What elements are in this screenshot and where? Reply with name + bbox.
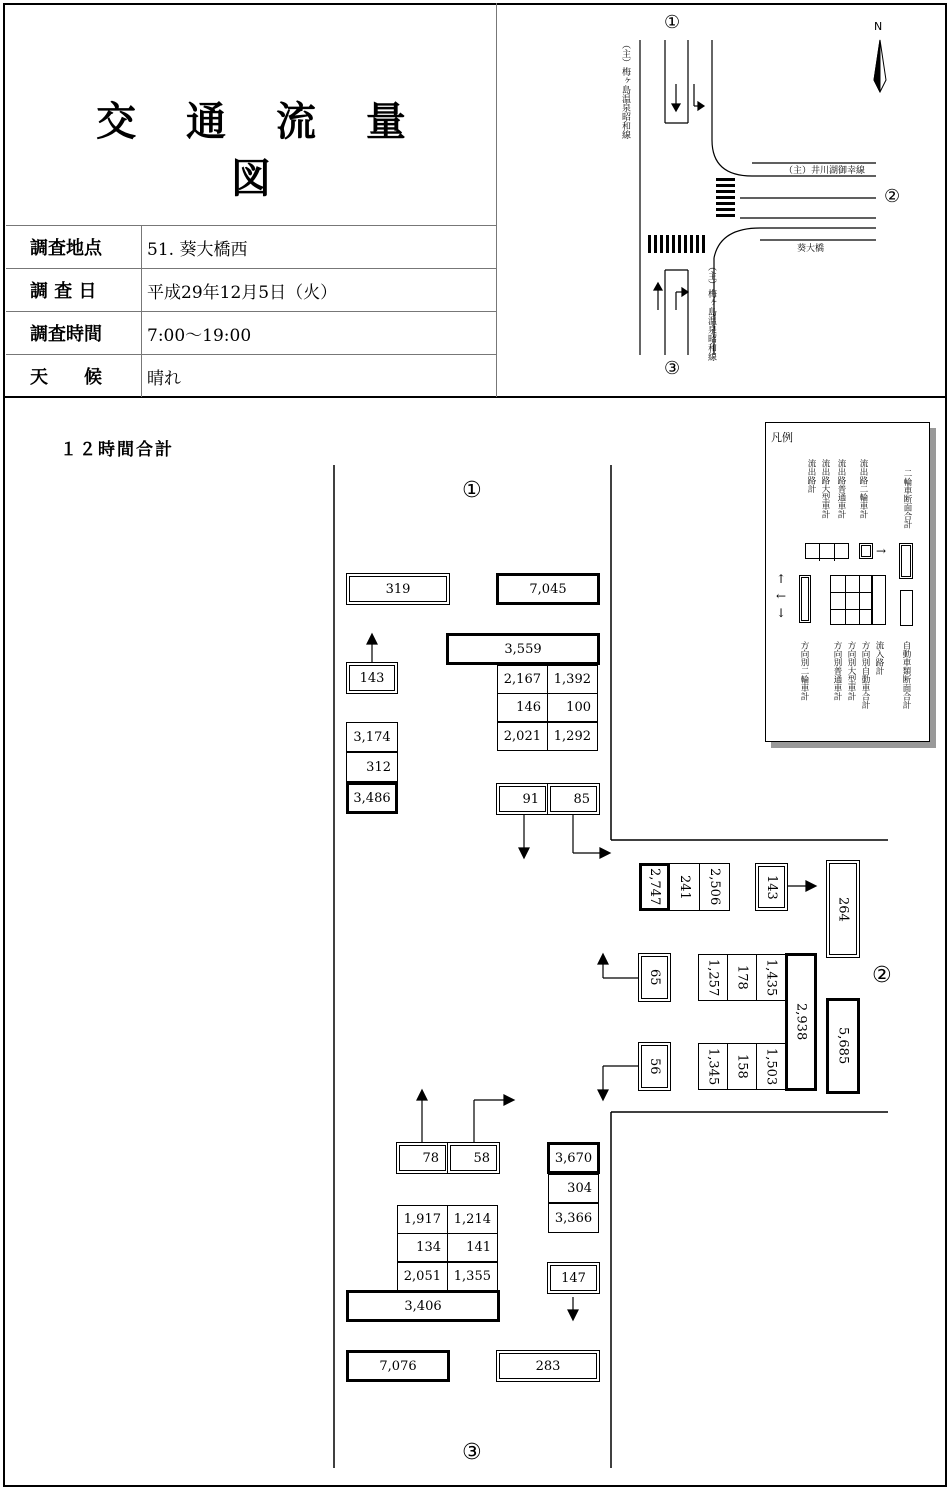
time-label: 調査時間	[30, 324, 102, 345]
legend-section-motorcycles-cell	[899, 543, 913, 579]
south-inflow-total: 3,406	[346, 1290, 500, 1322]
east-dir-large-2: 158	[727, 1043, 757, 1090]
legend-section-vehicles-cell	[900, 590, 913, 626]
date-value: 平成29年12月5日（火）	[147, 282, 338, 303]
north-dir-motorcycles-1: 91	[496, 783, 549, 815]
location-value: 51. 葵大橋西	[147, 239, 248, 260]
north-outflow-motorcycles: 143	[346, 662, 398, 694]
north-dir-normal-1: 2,021	[497, 722, 548, 751]
east-outflow-total: 2,747	[639, 863, 670, 911]
east-inflow-total: 2,938	[785, 953, 817, 1091]
south-section-vehicles: 7,076	[346, 1350, 450, 1382]
east-dir-motorcycles-2: 56	[638, 1042, 671, 1091]
legend-dir-motorcycle-cells	[799, 575, 811, 623]
south-outflow-normal: 3,366	[548, 1203, 599, 1233]
legend-motorcycle-cell	[859, 543, 873, 559]
north-outflow-total: 3,486	[346, 782, 398, 814]
approach-1-label: ①	[462, 478, 482, 503]
north-outflow-large: 312	[346, 752, 398, 782]
east-dir-normal-2: 1,345	[698, 1043, 728, 1090]
map-bridge: 葵大橋	[797, 244, 825, 254]
north-section-vehicles: 7,045	[496, 573, 600, 605]
legend-inflow-total: 流入路計	[874, 641, 884, 675]
south-dir-normal-1: 2,051	[397, 1262, 448, 1291]
map-approach-2: ②	[884, 186, 901, 207]
legend-box	[765, 422, 930, 742]
east-dir-motorcycles-1: 65	[638, 953, 671, 1002]
map-approach-3: ③	[664, 358, 681, 379]
east-dir-normal-1: 1,257	[698, 954, 728, 1001]
south-outflow-total: 3,670	[547, 1142, 600, 1174]
legend-motorcycle-arrow-icon: →	[876, 544, 887, 558]
legend-outflow-large: 流出路大型車計	[820, 459, 830, 519]
legend-direction-grid	[830, 575, 872, 625]
legend-dir-normal: 方向別普通車計	[832, 641, 842, 701]
north-dir-total-2: 1,392	[547, 665, 598, 694]
legend-outflow-cells	[805, 543, 849, 559]
date-label: 調 査 日	[30, 281, 97, 302]
page-title: 交 通 流 量 図	[96, 99, 424, 202]
east-dir-large-1: 178	[727, 954, 757, 1001]
east-outflow-normal: 2,506	[699, 863, 730, 911]
south-dir-large-2: 141	[447, 1233, 498, 1262]
south-dir-normal-2: 1,355	[447, 1262, 498, 1291]
time-value: 7:00～19:00	[147, 325, 252, 346]
approach-2-label: ②	[872, 963, 892, 988]
legend-outflow-divider-2	[834, 543, 835, 561]
south-dir-large-1: 134	[397, 1233, 448, 1262]
south-outflow-large: 304	[548, 1174, 599, 1203]
north-label: N	[874, 20, 883, 33]
east-section-motorcycles: 264	[826, 860, 860, 958]
south-dir-total-1: 1,917	[397, 1205, 448, 1234]
north-dir-total-1: 2,167	[497, 665, 548, 694]
south-dir-motorcycles-2: 58	[447, 1142, 500, 1174]
legend-outflow-normal: 流出路普通車計	[836, 459, 846, 519]
south-dir-motorcycles-1: 78	[396, 1142, 449, 1174]
east-dir-total-1: 1,435	[756, 954, 786, 1001]
legend-outflow-total: 流出路計	[806, 459, 816, 493]
north-dir-large-1: 146	[497, 693, 548, 722]
legend-title: 凡例	[771, 431, 793, 444]
east-section-vehicles: 5,685	[826, 998, 860, 1094]
approach-3-label: ③	[462, 1440, 482, 1465]
south-section-motorcycles: 283	[496, 1350, 600, 1382]
location-label: 調査地点	[30, 238, 102, 259]
map-road-north: （主）梅ヶ島温泉昭和線	[620, 40, 630, 139]
legend-dir-arrows-icon: ↑ ← ↓	[776, 572, 787, 620]
east-outflow-large: 241	[669, 863, 700, 911]
diagram-subtitle: １２時間合計	[60, 440, 174, 460]
east-dir-total-2: 1,503	[756, 1043, 786, 1090]
weather-value: 晴れ	[147, 368, 181, 389]
legend-outflow-motorcycles: 流出路二輪車計	[858, 459, 868, 519]
north-dir-normal-2: 1,292	[547, 722, 598, 751]
legend-inflow-cell	[872, 575, 886, 625]
map-road-south: （主）梅ヶ島温泉昭和線	[706, 262, 716, 361]
north-dir-motorcycles-2: 85	[547, 783, 600, 815]
south-outflow-motorcycles: 147	[547, 1262, 600, 1294]
north-dir-large-2: 100	[547, 693, 598, 722]
north-outflow-normal: 3,174	[346, 722, 398, 752]
legend-dir-total: 方向別自動車合計	[860, 641, 870, 709]
legend-outflow-divider-1	[819, 543, 820, 561]
north-section-motorcycles: 319	[346, 573, 450, 605]
east-outflow-motorcycles: 143	[755, 863, 788, 911]
map-approach-1: ①	[664, 12, 681, 33]
south-dir-total-2: 1,214	[447, 1205, 498, 1234]
north-inflow-total: 3,559	[446, 633, 600, 665]
legend-dir-large: 方向別大型車計	[846, 641, 856, 701]
map-road-east: （主）井川湖御幸線	[784, 166, 866, 176]
legend-section-vehicles: 自動車類断面合計	[901, 641, 911, 709]
weather-label: 天 候	[30, 367, 102, 388]
legend-section-motorcycles: 二輪車断面合計	[902, 469, 912, 529]
legend-dir-motorcycles: 方向別二輪車計	[799, 641, 809, 701]
